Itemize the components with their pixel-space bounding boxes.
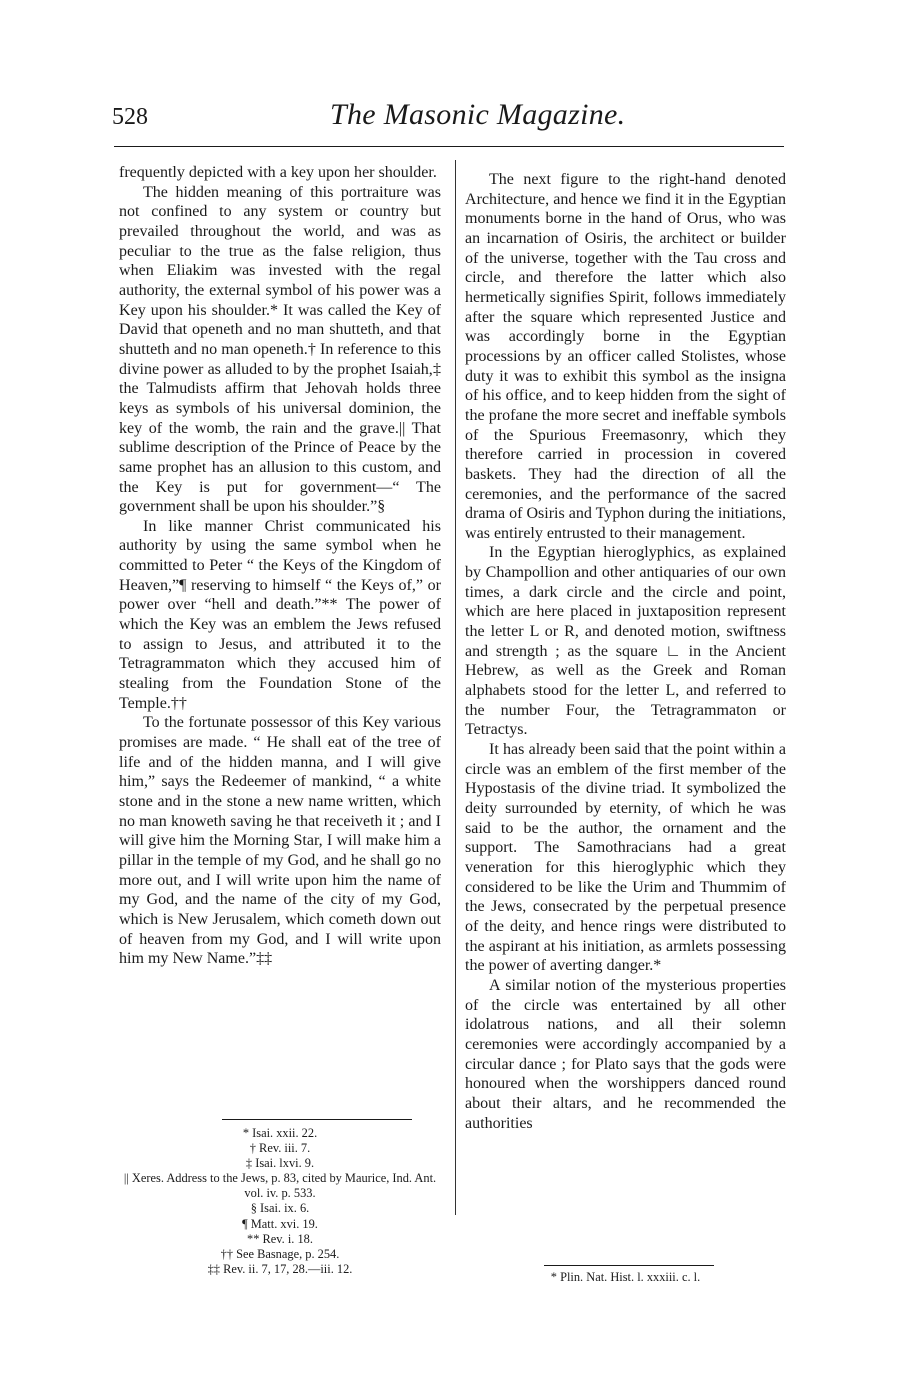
paragraph: The hidden meaning of this portraiture was not confined to any system or country but prevailed throughout the world, and was as peculiar to the true as the false religion, thus when Eliakim was invested with the regal authority, the external symbol of his power was a Key upon his shoulder.* It was called the Key of David that openeth and no man shutteth, and that shutteth and no man openeth.† In reference to this divine power as alluded to by the prophet Isaiah,‡ the Talmudists affirm that Jehovah holds three keys as symbols of his universal dominion, the key of the womb, the rain and the grave.|| That sublime description of the Prince of Peace by the same prophet has an allusion to this custom, and the Key is put for government—“ The government shall be upon his shoulder.”§ [119,183,441,516]
left-footnotes [119,1126,441,1277]
footnote: †† See Basnage, p. 254. [220,1246,340,1261]
running-head [0,98,902,138]
right-footnotes [465,1270,786,1285]
right-column [465,170,786,1133]
footnote: ‡‡ Rev. ii. 7, 17, 28.—iii. 12. [207,1261,353,1276]
footnote-rule [544,1265,714,1266]
header-rule [114,146,784,147]
footnote: * Isai. xxii. 22. [242,1126,318,1140]
column-divider [455,160,456,1215]
footnote: ‡ Isai. lxvi. 9. [245,1156,315,1171]
footnote: * Plin. Nat. Hist. l. xxxiii. c. l. [550,1270,701,1284]
paragraph: The next figure to the right-hand denoted Architecture, and hence we find it in the Egyptian monuments borne in the hand of Orus, who was an incarnation of Osiris, the architect or builder of the universe, together with the Tau cross and circle, and therefore the latter which also hermetically signifies Spirit, follows immediately after the square which represented Justice and was accordingly borne in the Egyptian processions by an officer called Stolistes, whose duty it was to exhibit this symbol as the insigna of his office, and to keep hidden from the sight of the profane the more secret and ineffable symbols of the Spurious Freemasonry, which they therefore carried in procession in covered baskets. They had the direction of all the ceremonies, and the performance of the sacred drama of Osiris and Typhon during the initiations, was entirely entrusted to their management. [465,171,786,542]
paragraph: To the fortunate possessor of this Key various promises are made. “ He shall eat of the tree of life and of the hidden manna, and I will give him,” says the Redeemer of mankind, “ a white stone and in the stone a new name written, which no man knoweth saving he that receiveth it ; and I will give him the Morning Star, I will make him a pillar in the temple of my God, and he shall go no more out, and I will write upon him the name of my God, and the name of the city of my God, which is New Jerusalem, which cometh down out of heaven from my God, and I will write upon him my New Name.”‡‡ [119,714,441,968]
footnote: ¶ Matt. xvi. 19. [242,1216,318,1231]
paragraph: A similar notion of the mysterious properties of the circle was entertained by all other idolatrous nations, and all their solemn ceremonies were accordingly accompanied by a circular dance ; for Plato says that the gods were honoured when the worshippers danced round about their altars, and he recommended the authorities [465,976,786,1132]
page-number: 528 [112,104,148,130]
journal-title: The Masonic Magazine. [330,98,626,131]
footnote: † Rev. iii. 7. [249,1141,311,1156]
left-column [119,163,441,969]
paragraph: It has already been said that the point within a circle was an emblem of the first member of the Hypostasis of the divine triad. It symbolized the deity surrounded by eternity, of which he was said to be the author, the ornament and the support. The Samothracians had a great veneration for this hieroglyphic which they considered to be like the Urim and Thummim of the Jews, consecrated by the perpetual presence of the deity, and hence rings were distributed to the aspirant at his initiation, as armlets possessing the power of averting danger.* [465,741,786,975]
footnote: ** Rev. i. 18. [247,1231,313,1246]
footnote-rule [222,1119,412,1120]
paragraph: frequently depicted with a key upon her shoulder. [119,164,437,181]
paragraph: In the Egyptian hieroglyphics, as explained by Champollion and other antiquaries of our own times, a dark circle and the circle and point, which are here placed in juxtaposition represent the letter L or R, and denoted motion, swiftness and strength ; as the square ∟ in the Ancient Hebrew, as well as the Greek and Roman alphabets stood for the letter L, and referred to the number Four, the Tetragrammaton or Tetractys. [465,544,786,739]
paragraph: In like manner Christ communicated his authority by using the same symbol when he committed to Peter “ the Keys of the Kingdom of Heaven,”¶ reserving to himself “ the Keys of,” or power over “hell and death.”** The power of which the Key was an emblem the Jews refused to assign to Jesus, and attributed it to the Tetragrammaton which they accused him of stealing from the Foundation Stone of the Temple.†† [119,517,441,712]
footnote: § Isai. ix. 6. [250,1201,310,1216]
footnote: || Xeres. Address to the Jews, p. 83, cited by Maurice, Ind. Ant. vol. iv. p. 533. [123,1171,437,1201]
